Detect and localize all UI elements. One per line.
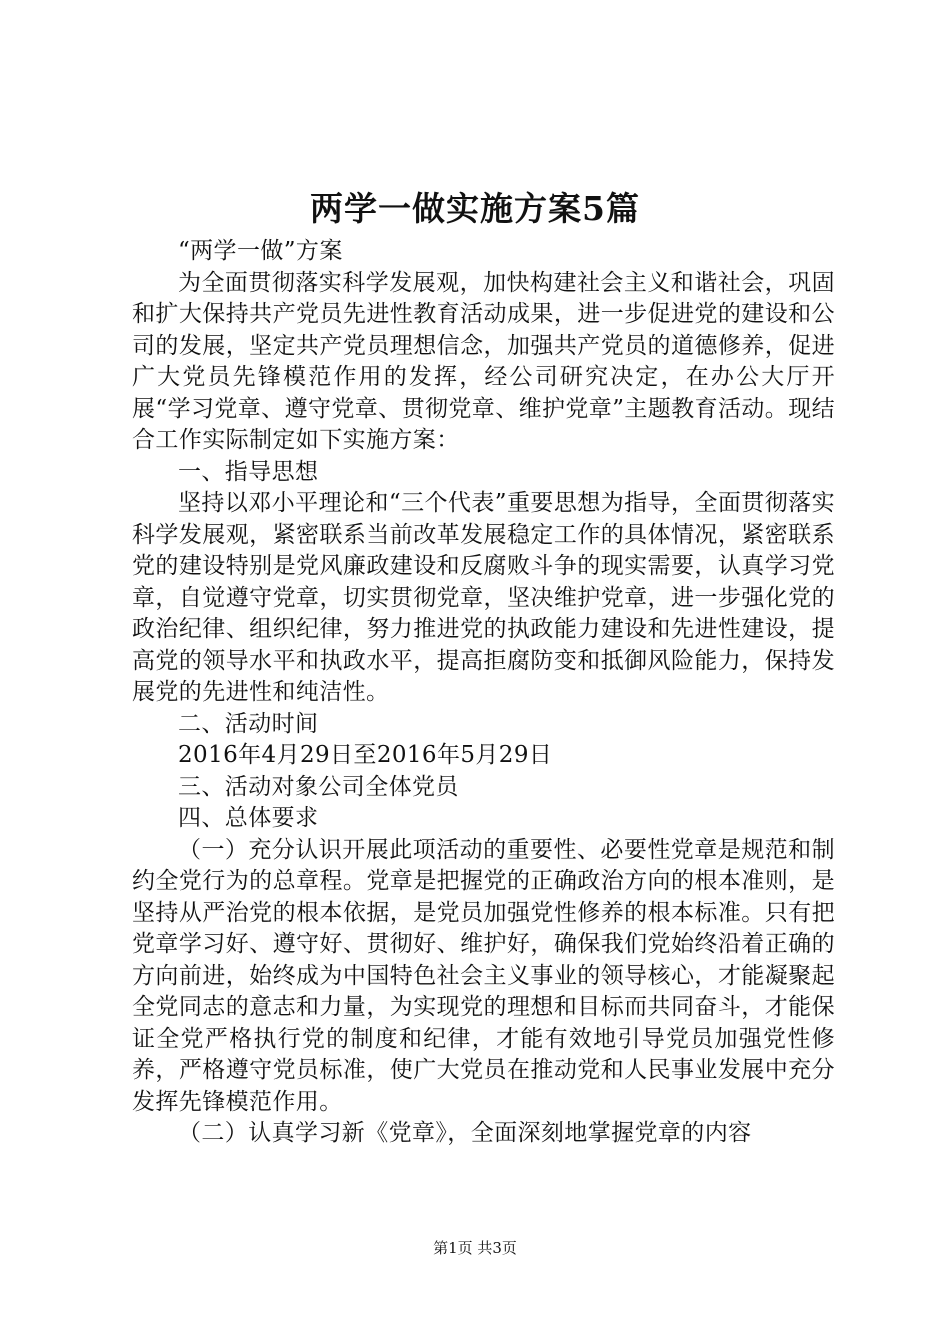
paragraph: （二）认真学习新《党章》，全面深刻地掌握党章的内容 <box>178 1120 752 1146</box>
section-heading: 三、活动对象公司全体党员 <box>178 773 459 800</box>
section-heading: 四、总体要求 <box>178 805 319 831</box>
paragraph: 2016年4月29日至2016年5月29日 <box>178 742 553 768</box>
paragraph: 坚持以邓小平理论和“三个代表”重要思想为指导，全面贯彻落实科学发展观，紧密联系当前改革发展稳定工作的具体情况，紧密联系党的建设特别是党风廉政建设和反腐败斗争的现实需要，认真学习党章，自觉遵守党章，切实贯彻党章，坚决维护党章，进一步强化党的政治纪律、组织纪律，努力推进党的执政能力建设和先进性建设，提高党的领导水平和执政水平，提高拒腐防变和抵御风险能力，保持发展党的先进性和纯洁性。 <box>132 490 835 705</box>
page-footer: 第1页 共3页 <box>433 1239 517 1257</box>
section-heading: 一、指导思想 <box>178 458 319 485</box>
document-title: 两学一做实施方案5篇 <box>310 189 640 228</box>
paragraph: “两学一做”方案 <box>178 238 343 264</box>
section-heading: 二、活动时间 <box>178 710 319 737</box>
document-body <box>132 236 835 1150</box>
paragraph: 为全面贯彻落实科学发展观，加快构建社会主义和谐社会，巩固和扩大保持共产党员先进性教育活动成果，进一步促进党的建设和公司的发展，坚定共产党员理想信念，加强共产党员的道德修养，促进广大党员先锋模范作用的发挥，经公司研究决定，在办公大厅开展“学习党章、遵守党章、贯彻党章、维护党章”主题教育活动。现结合工作实际制定如下实施方案： <box>132 269 835 453</box>
paragraph: （一）充分认识开展此项活动的重要性、必要性党章是规范和制约全党行为的总章程。党章是把握党的正确政治方向的根本准则，是坚持从严治党的根本依据，是党员加强党性修养的根本标准。只有把党章学习好、遵守好、贯彻好、维护好，确保我们党始终沿着正确的方向前进，始终成为中国特色社会主义事业的领导核心，才能凝聚起全党同志的意志和力量，为实现党的理想和目标而共同奋斗，才能保证全党严格执行党的制度和纪律，才能有效地引导党员加强党性修养，严格遵守党员标准，使广大党员在推动党和人民事业发展中充分发挥先锋模范作用。 <box>132 836 835 1115</box>
